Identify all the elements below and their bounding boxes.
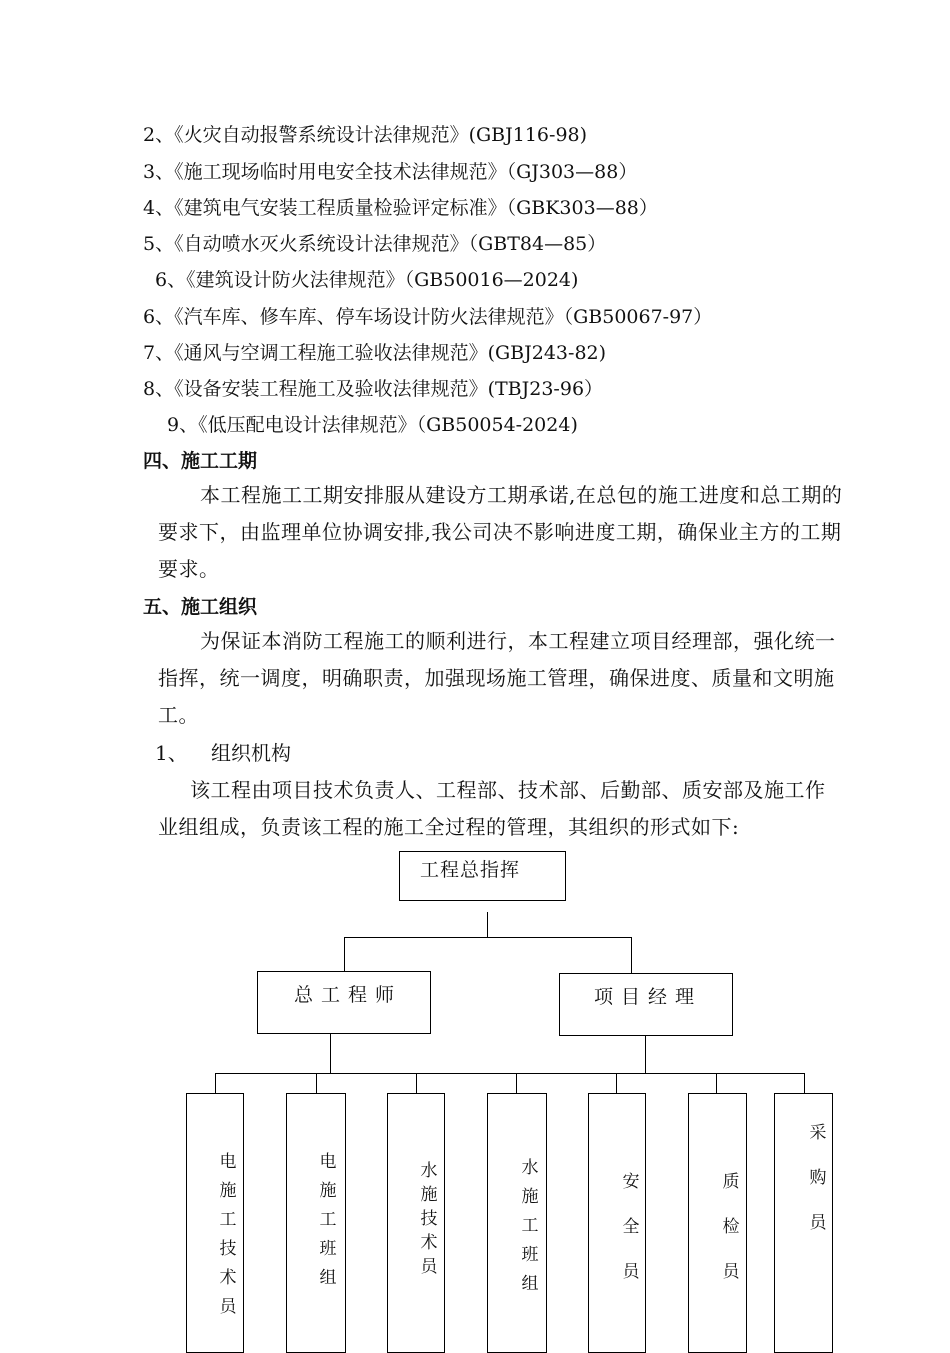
org-top-box: [399, 851, 566, 901]
standard-item: 6、《建筑设计防火法律规范》（GB50016—2024): [155, 269, 579, 291]
org-staff-label: 水施技术员: [420, 1161, 438, 1277]
org-staff-box: [186, 1093, 244, 1353]
org-staff-label: 采购员: [809, 1123, 827, 1233]
org-level2-label: 总工程师: [294, 984, 403, 1006]
standard-item: 5、《自动喷水灭火系统设计法律规范》（GBT84—85）: [143, 233, 607, 255]
org-top-label: 工程总指挥: [420, 859, 521, 881]
org-staff-box: [387, 1093, 445, 1353]
connector: [330, 1034, 331, 1073]
standard-item: 8、《设备安装工程施工及验收法律规范》(TBJ23-96）: [143, 378, 604, 400]
section-heading-schedule: 四、施工工期: [143, 450, 258, 472]
org-staff-label: 安全员: [622, 1172, 640, 1282]
org-staff-label: 电施工班组: [319, 1152, 337, 1288]
section-heading-organization: 五、施工组织: [143, 596, 258, 618]
schedule-text: 本工程施工工期安排服从建设方工期承诺,在总包的施工进度和总工期的要求下，由监理单位协调安排,我公司决不影响进度工期，确保业主方的工期要求。: [158, 483, 843, 581]
org-staff-box: [487, 1093, 547, 1353]
subsection-title: 组织机构: [211, 741, 291, 765]
standard-item: 2、《火灾自动报警系统设计法律规范》(GBJ116-98): [143, 124, 588, 146]
org-staff-label: 质检员: [722, 1172, 740, 1282]
org-level2-label: 项目经理: [594, 986, 703, 1008]
organization-paragraph: [158, 623, 850, 734]
standard-item: 6、《汽车库、修车库、停车场设计防火法律规范》（GB50067-97）: [143, 306, 713, 328]
org-level2-box: [559, 973, 733, 1036]
standard-item: 9、《低压配电设计法律规范》（GB50054-2024): [167, 414, 578, 436]
connector: [487, 912, 488, 937]
org-staff-box: [688, 1093, 747, 1353]
connector: [804, 1073, 805, 1095]
org-level2-box: [257, 971, 431, 1034]
org-staff-box: [286, 1093, 346, 1353]
connector: [344, 937, 345, 971]
standard-item: 4、《建筑电气安装工程质量检验评定标准》（GBK303—88）: [143, 197, 658, 219]
subsection-number: 1、: [155, 741, 188, 765]
schedule-paragraph: [158, 477, 850, 588]
connector: [645, 1036, 646, 1073]
org-staff-box: [774, 1093, 833, 1353]
structure-paragraph: [158, 772, 850, 846]
org-staff-label: 电施工技术员: [219, 1152, 237, 1317]
organization-text: 为保证本消防工程施工的顺利进行，本工程建立项目经理部，强化统一指挥，统一调度，明确职责，加强现场施工管理，确保进度、质量和文明施工。: [158, 629, 836, 727]
standard-item: 7、《通风与空调工程施工验收法律规范》(GBJ243-82): [143, 342, 607, 364]
org-staff-box: [588, 1093, 646, 1353]
structure-text: 该工程由项目技术负责人、工程部、技术部、后勤部、质安部及施工作 业组组成，负责该工程的施工全过程的管理，其组织的形式如下:: [158, 778, 826, 839]
org-staff-label: 水施工班组: [521, 1158, 539, 1294]
connector: [344, 937, 631, 938]
connector: [631, 937, 632, 973]
standard-item: 3、《施工现场临时用电安全技术法律规范》（GJ303—88）: [143, 161, 638, 183]
